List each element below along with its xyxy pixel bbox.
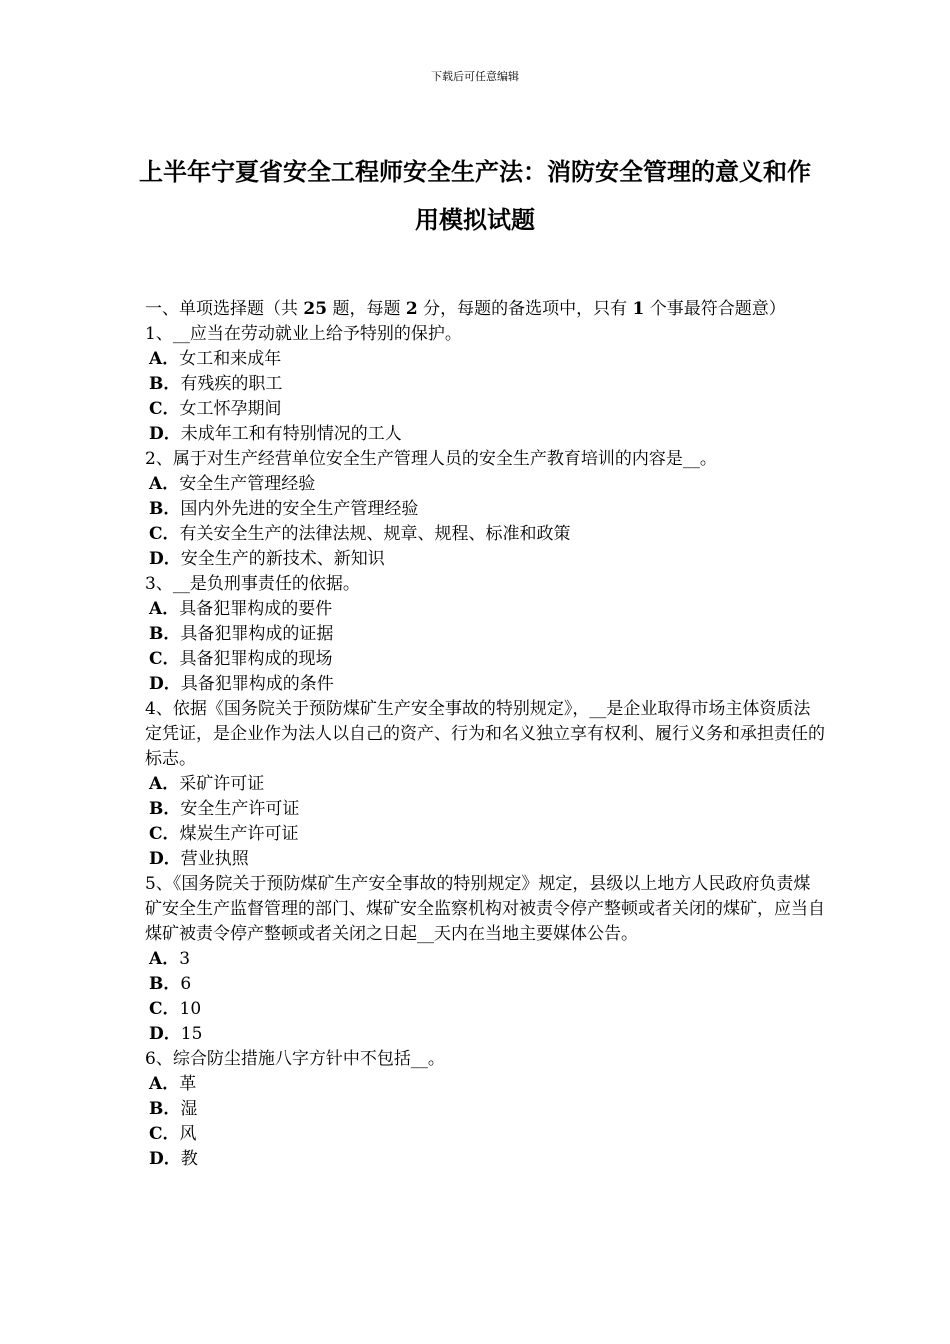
option-letter: B．: [149, 1099, 181, 1119]
question-stem: 4、依据《国务院关于预防煤矿生产安全事故的特别规定》，__是企业取得市场主体资质法定凭证，是企业作为法人以自己的资产、行为和名义独立享有权利、履行义务和承担责任的标志。: [145, 699, 825, 769]
question-block: [145, 872, 825, 1047]
option-text: 具备犯罪构成的现场: [179, 649, 333, 669]
option-text: 营业执照: [180, 849, 249, 869]
option-text: 3: [179, 949, 191, 969]
header-note: 下载后可任意编辑: [431, 70, 519, 83]
answer-option: [145, 372, 825, 397]
question-list: [145, 322, 825, 1172]
option-letter: B．: [149, 974, 181, 994]
option-text: 具备犯罪构成的要件: [179, 599, 333, 619]
option-text: 具备犯罪构成的证据: [180, 624, 334, 644]
option-letter: A．: [149, 949, 180, 969]
option-text: 有残疾的职工: [180, 374, 283, 394]
question-block: [145, 1047, 825, 1172]
option-text: 教: [180, 1149, 198, 1169]
question-block: [145, 447, 825, 572]
option-text: 未成年工和有特别情况的工人: [180, 424, 402, 444]
answer-option: [145, 347, 825, 372]
answer-option: [145, 1072, 825, 1097]
answer-option: [145, 672, 825, 697]
option-letter: C．: [149, 649, 180, 669]
option-letter: B．: [149, 374, 181, 394]
question-stem: 6、综合防尘措施八字方针中不包括__。: [145, 1049, 445, 1069]
option-letter: C．: [149, 824, 180, 844]
heading-score: 2: [405, 299, 418, 319]
answer-option: [145, 1022, 825, 1047]
option-text: 安全生产的新技术、新知识: [180, 549, 385, 569]
option-letter: C．: [149, 399, 180, 419]
option-text: 有关安全生产的法律法规、规章、规程、标准和政策: [179, 524, 571, 544]
option-letter: B．: [149, 624, 181, 644]
option-letter: C．: [149, 1124, 180, 1144]
option-text: 15: [180, 1024, 203, 1044]
option-letter: D．: [149, 1149, 181, 1169]
option-letter: D．: [149, 424, 181, 444]
option-letter: C．: [149, 999, 180, 1019]
question-block: [145, 572, 825, 697]
heading-correct-count: 1: [632, 299, 645, 319]
option-letter: A．: [149, 774, 180, 794]
option-text: 安全生产许可证: [180, 799, 300, 819]
answer-option: [145, 422, 825, 447]
answer-option: [145, 972, 825, 997]
answer-option: [145, 822, 825, 847]
question-block: [145, 697, 825, 872]
option-text: 女工和来成年: [179, 349, 282, 369]
question-stem: 3、__是负刑事责任的依据。: [145, 574, 360, 594]
option-text: 女工怀孕期间: [179, 399, 282, 419]
option-text: 湿: [180, 1099, 198, 1119]
option-text: 10: [179, 999, 202, 1019]
answer-option: [145, 947, 825, 972]
answer-option: [145, 522, 825, 547]
answer-option: [145, 847, 825, 872]
option-letter: A．: [149, 474, 180, 494]
option-text: 具备犯罪构成的条件: [180, 674, 334, 694]
answer-option: [145, 597, 825, 622]
option-text: 革: [179, 1074, 197, 1094]
document-title: 上半年宁夏省安全工程师安全生产法：消防安全管理的意义和作用模拟试题: [139, 157, 811, 234]
answer-option: [145, 1122, 825, 1147]
answer-option: [145, 1147, 825, 1172]
option-letter: C．: [149, 524, 180, 544]
option-text: 安全生产管理经验: [179, 474, 316, 494]
option-letter: B．: [149, 799, 181, 819]
question-stem: 1、__应当在劳动就业上给予特别的保护。: [145, 324, 462, 344]
option-letter: D．: [149, 849, 181, 869]
option-letter: A．: [149, 599, 180, 619]
option-text: 煤炭生产许可证: [179, 824, 299, 844]
question-stem: 2、属于对生产经营单位安全生产管理人员的安全生产教育培训的内容是__。: [145, 449, 717, 469]
question-stem: 5、《国务院关于预防煤矿生产安全事故的特别规定》规定，县级以上地方人民政府负责煤矿安全生产监督管理的部门、煤矿安全监察机构对被责令停产整顿或者关闭的煤矿，应当自煤矿被责令停产整顿或者关闭之日起__天内在当地主要媒体公告。: [145, 874, 825, 944]
heading-text: 个事最符合题意）: [644, 299, 786, 319]
heading-text: 一、单项选择题（共: [145, 299, 304, 319]
section-heading: [145, 297, 825, 322]
option-letter: B．: [149, 499, 181, 519]
heading-text: 题，每题: [327, 299, 406, 319]
option-letter: A．: [149, 1074, 180, 1094]
option-letter: A．: [149, 349, 180, 369]
answer-option: [145, 547, 825, 572]
option-letter: D．: [149, 549, 181, 569]
answer-option: [145, 772, 825, 797]
heading-question-count: 25: [303, 299, 328, 319]
answer-option: [145, 647, 825, 672]
answer-option: [145, 797, 825, 822]
answer-option: [145, 997, 825, 1022]
option-text: 国内外先进的安全生产管理经验: [180, 499, 419, 519]
option-letter: D．: [149, 1024, 181, 1044]
option-text: 风: [179, 1124, 197, 1144]
answer-option: [145, 622, 825, 647]
option-letter: D．: [149, 674, 181, 694]
option-text: 6: [180, 974, 192, 994]
exam-content: [145, 297, 825, 1172]
answer-option: [145, 1097, 825, 1122]
answer-option: [145, 497, 825, 522]
answer-option: [145, 397, 825, 422]
answer-option: [145, 472, 825, 497]
question-block: [145, 322, 825, 447]
heading-text: 分，每题的备选项中，只有: [417, 299, 633, 319]
option-text: 采矿许可证: [179, 774, 265, 794]
